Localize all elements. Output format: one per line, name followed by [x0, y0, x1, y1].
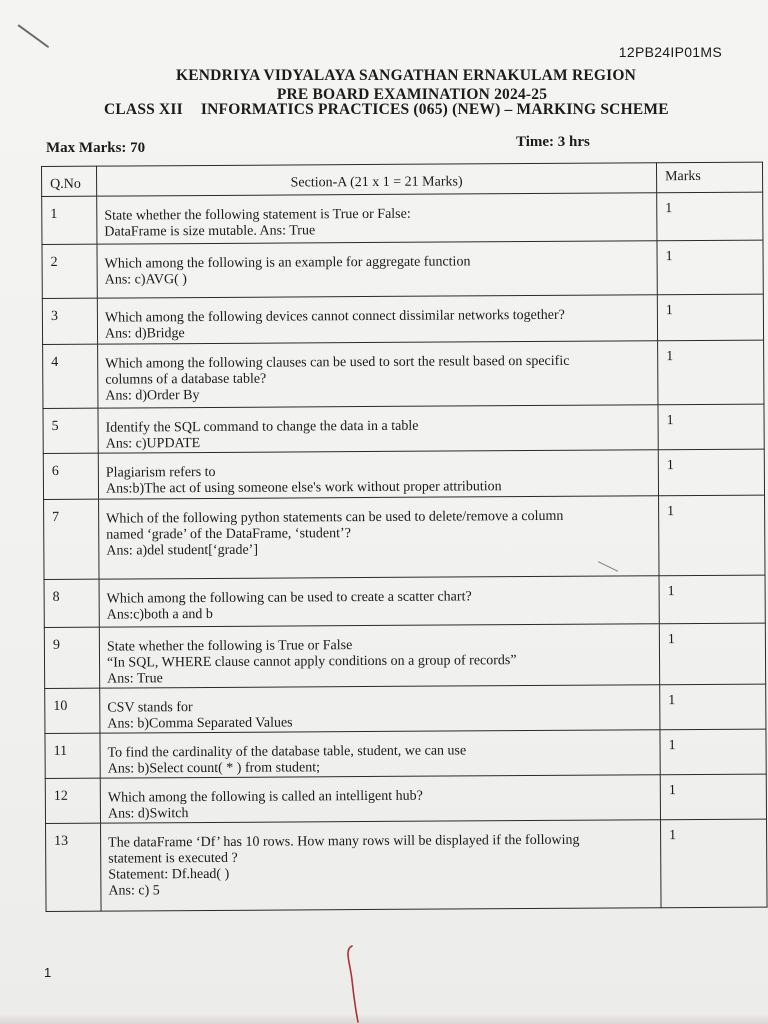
question-line: “In SQL, WHERE clause cannot apply conditions on a group of records”: [106, 653, 517, 671]
table-row: [45, 684, 766, 733]
heading-class: CLASS XII: [104, 101, 183, 118]
question-number: 6: [43, 453, 98, 499]
heading-region: KENDRIYA VIDYALAYA SANGATHAN ERNAKULAM REGION: [175, 67, 637, 84]
question-line: Plagiarism refers to: [105, 464, 216, 481]
question-line: Ans: a)del student[‘grade’]: [106, 542, 259, 559]
question-text: [100, 775, 660, 823]
question-text: [98, 405, 658, 453]
question-line: Which among the following devices cannot connect dissimilar networks together?: [104, 307, 565, 326]
table-row: [45, 729, 766, 778]
question-line: To find the cardinality of the database table, student, we can use: [107, 743, 467, 761]
header-marks: Marks: [656, 162, 762, 193]
max-marks: Max Marks: 70: [46, 140, 146, 156]
question-marks: 1: [659, 575, 765, 624]
table-row: [42, 294, 763, 344]
question-line: Ans: d)Order By: [105, 388, 200, 404]
question-line: Ans: c)AVG( ): [104, 272, 187, 288]
question-line: DataFrame is size mutable. Ans: True: [104, 223, 316, 240]
question-text: [98, 341, 658, 408]
question-line: Identify the SQL command to change the data in a table: [105, 418, 419, 436]
table-row: [43, 449, 764, 499]
question-marks: 1: [660, 774, 766, 820]
question-line: Which of the following python statements can be used to delete/remove a column: [106, 508, 564, 527]
question-number: 7: [44, 499, 99, 579]
page-edge-shadow: [0, 1014, 768, 1024]
question-line: Ans: True: [107, 671, 163, 687]
question-marks: 1: [659, 623, 765, 685]
question-marks: 1: [657, 192, 763, 241]
table-header-row: [42, 162, 763, 196]
document-code: 12PB24IP01MS: [618, 44, 722, 60]
heading-subject-line: [104, 100, 724, 119]
table-row: [43, 340, 764, 408]
question-line: columns of a database table?: [105, 371, 267, 388]
question-text: [101, 820, 662, 911]
question-line: Ans: d)Switch: [107, 806, 189, 822]
question-marks: 1: [661, 819, 768, 908]
header-qno: Q.No: [42, 166, 97, 196]
question-line: Ans: c)UPDATE: [105, 436, 201, 452]
question-text: [97, 295, 657, 344]
table-row: [45, 774, 766, 823]
question-line: Which among the following clauses can be used to sort the result based on specific: [105, 353, 570, 372]
question-line: Ans: d)Bridge: [104, 326, 185, 342]
question-marks: 1: [659, 495, 765, 576]
question-marks: 1: [657, 240, 763, 295]
heading-exam: PRE BOARD EXAMINATION 2024-25: [276, 86, 548, 103]
question-text: [99, 576, 659, 627]
question-number: 12: [45, 778, 100, 823]
question-line: Ans: c) 5: [108, 883, 160, 899]
question-line: Ans:b)The act of using someone else's work without proper attribution: [105, 479, 502, 497]
question-marks: 1: [658, 449, 764, 496]
table-row: [43, 404, 764, 453]
question-marks: 1: [658, 404, 764, 450]
table-row: [42, 192, 763, 244]
table-row: [44, 495, 765, 579]
question-line: CSV stands for: [107, 700, 193, 716]
question-text: [98, 450, 658, 499]
heading-subject: INFORMATICS PRACTICES (065) (NEW) – MARKING SCHEME: [200, 101, 669, 118]
question-line: Which among the following can be used to create a scatter chart?: [106, 589, 472, 607]
question-marks: 1: [660, 729, 766, 775]
question-number: 11: [45, 733, 100, 778]
question-number: 3: [42, 298, 97, 344]
table-row: [46, 819, 768, 911]
question-text: [100, 685, 660, 733]
question-text: [99, 496, 659, 579]
question-line: State whether the following is True or False: [106, 638, 353, 655]
question-text: [97, 241, 657, 298]
question-marks: 1: [660, 684, 766, 730]
question-number: 8: [44, 579, 99, 627]
header-section: Section-A (21 x 1 = 21 Marks): [97, 163, 657, 196]
question-line: State whether the following statement is True or False:: [104, 206, 411, 224]
time-allowed: Time: 3 hrs: [516, 134, 590, 150]
question-text: [97, 193, 657, 244]
question-line: Statement: Df.head( ): [108, 866, 230, 883]
question-text: [99, 624, 659, 688]
table-row: [44, 575, 765, 627]
question-number: 4: [43, 344, 98, 408]
question-marks: 1: [658, 340, 764, 405]
marking-scheme-table: [41, 162, 768, 912]
table-row: [42, 240, 763, 298]
question-line: The dataFrame ‘Df’ has 10 rows. How many rows will be displayed if the following: [108, 832, 580, 851]
question-line: Which among the following is an example for aggregate function: [104, 254, 471, 272]
pen-stroke-mark: [17, 24, 49, 48]
question-number: 5: [43, 408, 98, 453]
question-line: Which among the following is called an intelligent hub?: [107, 788, 423, 806]
question-number: 10: [45, 688, 100, 733]
red-pen-mark: [334, 940, 374, 1024]
question-number: 9: [44, 627, 99, 688]
question-line: statement is executed ?: [108, 850, 238, 867]
question-line: Ans:c)both a and b: [106, 606, 213, 623]
question-line: Ans: b)Comma Separated Values: [107, 715, 293, 732]
question-line: named ‘grade’ of the DataFrame, ‘student’?: [106, 526, 351, 543]
table-body: [42, 192, 767, 911]
question-number: 2: [42, 244, 97, 298]
question-number: 13: [46, 823, 102, 911]
table-row: [44, 623, 765, 688]
question-marks: 1: [657, 294, 763, 341]
question-text: [100, 730, 660, 778]
question-number: 1: [42, 196, 97, 244]
page-number: 1: [44, 965, 52, 980]
question-line: Ans: b)Select count( * ) from student;: [107, 760, 321, 777]
